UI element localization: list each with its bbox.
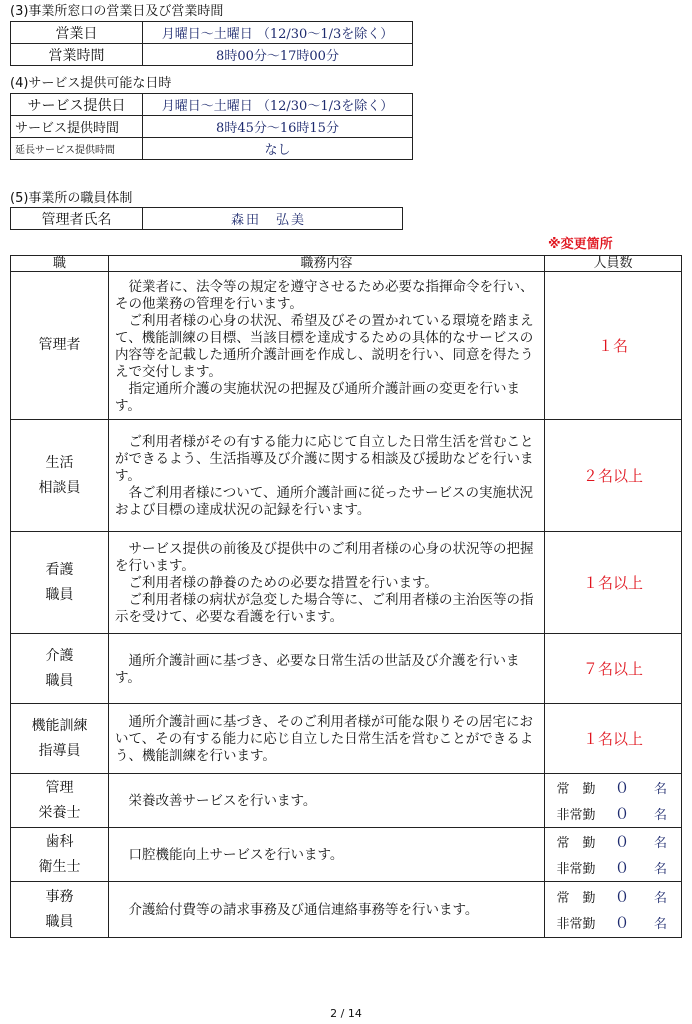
- full-time-count: ０: [614, 779, 630, 797]
- section4-title: (4)サービス提供可能な日時: [10, 76, 172, 91]
- service-hours-table: [10, 93, 413, 160]
- staff-table: [10, 255, 682, 938]
- table-row: [11, 532, 682, 634]
- part-time-count: ０: [614, 914, 630, 932]
- table-row: [11, 704, 682, 774]
- unit-label: 名: [653, 808, 667, 823]
- manager-name-value: 森田 弘美: [143, 208, 403, 230]
- duty-manager: 従業者に、法令等の規定を遵守させるため必要な指揮命令を行い、その他業務の管理を行います。 ご利用者様の心身の状況、希望及びその置かれている環境を踏まえて、機能訓練の目標、当該目標を達成するための具体的なサービスの内容等を記載した通所介護計画を作成し、説明を行い、同意を得たうえで交付します。 指定通所介護の実施状況の把握及び通所介護計画の変更を行います。: [109, 272, 545, 420]
- role-office-staff: 事務 職員: [11, 882, 109, 938]
- table-row: [11, 634, 682, 704]
- full-time-label: 常 勤: [556, 782, 596, 797]
- unit-label: 名: [653, 917, 667, 932]
- role-manager: 管理者: [11, 272, 109, 420]
- full-time-count: ０: [614, 888, 630, 906]
- service-days-label: サービス提供日: [11, 94, 143, 116]
- part-time-label: 非常勤: [556, 917, 596, 932]
- table-row: [11, 272, 682, 420]
- table-row: [11, 138, 413, 160]
- service-time-label: サービス提供時間: [11, 116, 143, 138]
- table-row: [11, 882, 682, 938]
- count-life-counselor: ２名以上: [545, 420, 682, 532]
- count-functional-trainer: １名以上: [545, 704, 682, 774]
- table-row: [11, 208, 403, 230]
- count-nurse: １名以上: [545, 532, 682, 634]
- service-days-value: 月曜日～土曜日 （12/30～1/3を除く）: [143, 94, 413, 116]
- count-dental-hygienist: [545, 828, 682, 882]
- duty-caregiver: 通所介護計画に基づき、必要な日常生活の世話及び介護を行います。: [109, 634, 545, 704]
- part-time-count: ０: [614, 859, 630, 877]
- table-row: [11, 828, 682, 882]
- change-note: ※変更箇所: [548, 237, 613, 252]
- business-days-value: 月曜日～土曜日 （12/30～1/3を除く）: [143, 22, 413, 44]
- part-time-label: 非常勤: [556, 808, 596, 823]
- part-time-label: 非常勤: [556, 862, 596, 877]
- count-header: 人員数: [545, 256, 682, 272]
- unit-label: 名: [653, 862, 667, 877]
- duty-functional-trainer: 通所介護計画に基づき、そのご利用者様が可能な限りその居宅において、その有する能力に応じ自立した日常生活を営むことができるよう、機能訓練を行います。: [109, 704, 545, 774]
- count-dietitian: [545, 774, 682, 828]
- role-header: 職: [11, 256, 109, 272]
- count-office-staff: [545, 882, 682, 938]
- duty-nurse: サービス提供の前後及び提供中のご利用者様の心身の状況等の把握を行います。 ご利用者様の静養のための必要な措置を行います。 ご利用者様の病状が急変した場合等に、ご利用者様の主治医等の指示を受けて、必要な看護を行います。: [109, 532, 545, 634]
- role-functional-trainer: 機能訓練 指導員: [11, 704, 109, 774]
- table-row: [11, 774, 682, 828]
- business-hours-label: 営業時間: [11, 44, 143, 66]
- role-nurse: 看護 職員: [11, 532, 109, 634]
- part-time-count: ０: [614, 805, 630, 823]
- role-dental-hygienist: 歯科 衛生士: [11, 828, 109, 882]
- role-caregiver: 介護 職員: [11, 634, 109, 704]
- staff-header-row: [11, 256, 682, 272]
- unit-label: 名: [653, 836, 667, 851]
- page-number: 2 / 14: [330, 1007, 362, 1020]
- full-time-label: 常 勤: [556, 836, 596, 851]
- duty-dental-hygienist: 口腔機能向上サービスを行います。: [109, 828, 545, 882]
- unit-label: 名: [653, 891, 667, 906]
- extended-service-label: 延長サービス提供時間: [11, 138, 143, 160]
- duty-header: 職務内容: [109, 256, 545, 272]
- business-hours-table: [10, 21, 413, 66]
- table-row: [11, 44, 413, 66]
- count-caregiver: ７名以上: [545, 634, 682, 704]
- count-manager: １名: [545, 272, 682, 420]
- full-time-label: 常 勤: [556, 891, 596, 906]
- manager-name-table: [10, 207, 403, 230]
- role-life-counselor: 生活 相談員: [11, 420, 109, 532]
- business-hours-value: 8時00分～17時00分: [143, 44, 413, 66]
- duty-dietitian: 栄養改善サービスを行います。: [109, 774, 545, 828]
- duty-office-staff: 介護給付費等の請求事務及び通信連絡事務等を行います。: [109, 882, 545, 938]
- business-days-label: 営業日: [11, 22, 143, 44]
- table-row: [11, 420, 682, 532]
- manager-name-label: 管理者氏名: [11, 208, 143, 230]
- table-row: [11, 22, 413, 44]
- table-row: [11, 94, 413, 116]
- section5-title: (5)事業所の職員体制: [10, 191, 133, 206]
- service-time-value: 8時45分～16時15分: [143, 116, 413, 138]
- extended-service-value: なし: [143, 138, 413, 160]
- full-time-count: ０: [614, 833, 630, 851]
- duty-life-counselor: ご利用者様がその有する能力に応じて自立した日常生活を営むことができるよう、生活指導及び介護に関する相談及び援助などを行います。 各ご利用者様について、通所介護計画に従ったサービスの実施状況および目標の達成状況の記録を行います。: [109, 420, 545, 532]
- table-row: [11, 116, 413, 138]
- unit-label: 名: [653, 782, 667, 797]
- role-dietitian: 管理 栄養士: [11, 774, 109, 828]
- section3-title: (3)事業所窓口の営業日及び営業時間: [10, 4, 224, 19]
